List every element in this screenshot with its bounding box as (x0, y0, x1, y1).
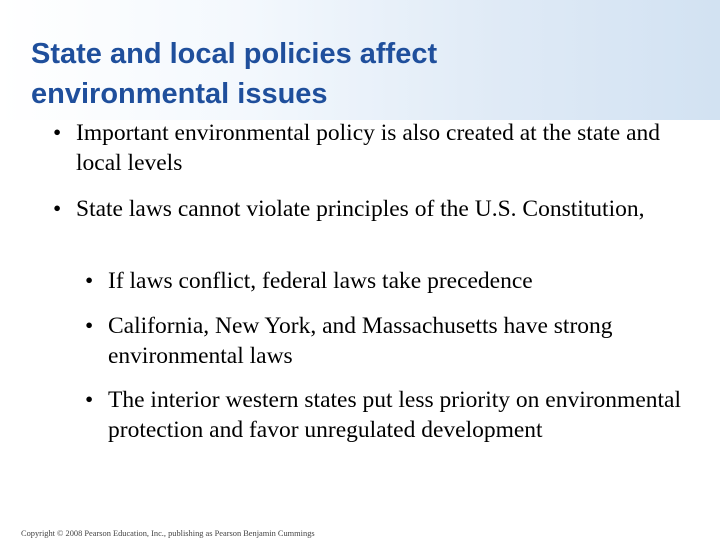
sub-bullet-item (85, 266, 708, 296)
sub-bullet-item (85, 385, 708, 445)
copyright-footer: Copyright © 2008 Pearson Education, Inc., publishing as Pearson Benjamin Cummings (21, 529, 315, 538)
bullet-dot-icon: • (85, 387, 94, 413)
bullet-text: California, New York, and Massachusetts have strong environmental laws (108, 313, 613, 369)
title-line-1: State and local policies affect (31, 38, 438, 70)
sub-bullet-item (85, 311, 708, 371)
bullet-item (53, 118, 686, 178)
bullet-text: The interior western states put less priority on environmental protection and favor unregulated development (108, 387, 681, 443)
bullet-text: State laws cannot violate principles of the U.S. Constitution, (76, 196, 645, 222)
bullet-dot-icon: • (53, 120, 62, 146)
bullet-item (53, 194, 686, 224)
bullet-dot-icon: • (53, 196, 62, 222)
bullet-text: Important environmental policy is also created at the state and local levels (76, 120, 661, 176)
title-line-2: environmental issues (31, 78, 328, 110)
bullet-dot-icon: • (85, 313, 94, 339)
bullet-dot-icon: • (85, 268, 94, 294)
bullet-text: If laws conflict, federal laws take precedence (108, 268, 533, 294)
